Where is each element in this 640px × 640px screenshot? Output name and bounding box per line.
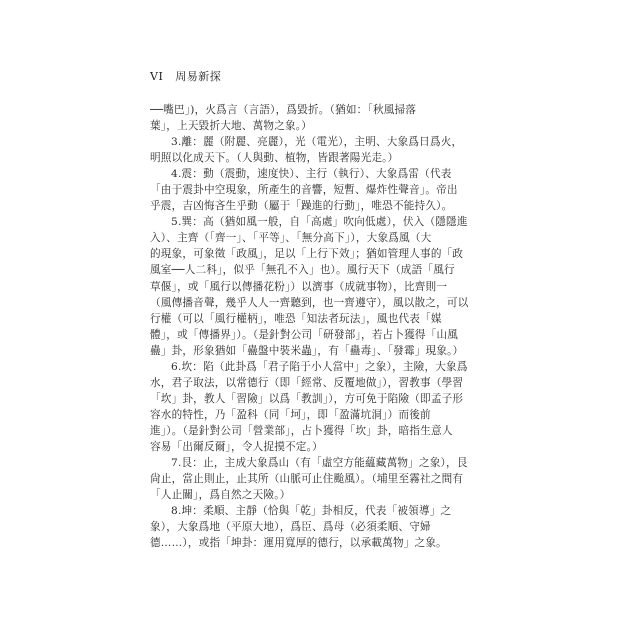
text-line: 尙止，當止則止，止其所（山脈可止住颱風）。（埔里至霧社之間有	[150, 473, 464, 486]
text-line: 容易「出爾反爾」，令人捉摸不定。）	[150, 440, 323, 453]
text-line: 4.震：動（震動，速度快）、主行（執行）、大象爲雷（代表	[171, 168, 452, 181]
text-line: 入）、主齊（「齊一」、「平等」、「無分高下」），大象爲風（大	[150, 232, 432, 245]
text-line: （風傳播音聲，幾乎人人一齊聽到，也一齊遵守），風以散之，可以	[150, 296, 469, 309]
running-head	[150, 68, 221, 84]
text-line: 進」）。（是針對公司「營業部」，占卜獲得「坎」卦，暗指生意人	[150, 424, 453, 437]
book-title: 周易新探	[175, 70, 222, 83]
text-line: 容水的特性，乃「盈科（同「坷」，即「盈滿坑洞」）而後前	[150, 408, 431, 421]
text-line: 象），大象爲地（平原大地），爲臣、爲母（必須柔順、守婦	[150, 521, 431, 534]
text-line: 德……），或指「坤卦：運用寬厚的德行，以承載萬物」之象。	[150, 537, 447, 550]
text-line: 8.坤：柔順、主靜（恰與「乾」卦相反，代表「被領導」之	[171, 505, 452, 518]
text-line: ──嘴巴」)，火爲言（言語），爲毀折。（猶如：「秋風掃落	[150, 104, 417, 116]
text-line: 的現象，可象徵「政風」，足以「上行下效」；猶如管理人事的「政	[150, 248, 464, 261]
text-line: 7.艮：止，主成大象爲山（有「虛空方能蘊藏萬物」之象），艮	[171, 457, 468, 470]
text-line: 明照以化成天下。（人與動、植物，皆跟著陽光走。）	[150, 152, 399, 165]
text-line: 葉」，上天毀折大地、萬物之象。）	[150, 120, 313, 133]
page-folio: VI	[150, 70, 164, 83]
text-line: 水，君子取法，以常德行（即「經常、反覆地做」），習教事（學習	[150, 376, 464, 389]
text-line: 「人止關」，爲自然之天險。）	[150, 489, 291, 502]
text-line: 風室──人二科」，似乎「無孔不入」也）。風行天下（成語「風行	[150, 264, 455, 277]
text-line: 乎震，吉凶悔吝生乎動（屬于「躁進的行動」，唯恐不能持久）。	[150, 200, 453, 213]
text-line: 體」，或「傳播界」）。（是針對公司「研發部」，若占卜獲得「山風	[150, 328, 459, 341]
text-line: 草偃」，或「風行以傳播花粉」）以濟事（成就事物），比齊則一	[150, 280, 448, 293]
text-line: 5.巽：高（猶如風一般，自「高處」吹向低處），伏入（隱隱進	[171, 216, 468, 229]
text-line: 「坎」卦，教人「習險」以爲「教訓」），方可免于陷險（即孟子形	[150, 392, 464, 405]
text-line: 3.離：麗（附麗、亮麗），光（電光），主明、大象爲日爲火，	[171, 136, 463, 149]
text-line: 行權（可以「風行權柄」，唯恐「知法者玩法」，風也代表「媒	[150, 312, 442, 325]
text-line: 6.坎：陷（此卦爲「君子陷于小人當中」之象），主險，大象爲	[171, 360, 468, 373]
text-line: 「由于震卦中空現象，所產生的音響，短暫、爆炸性聲音」。帝出	[150, 184, 458, 197]
body-text	[150, 102, 492, 551]
text-line: 蠱」卦，形象猶如「蠱盤中裝米蟲」，有「蠱毒」、「發霉」現象。）	[150, 344, 464, 357]
